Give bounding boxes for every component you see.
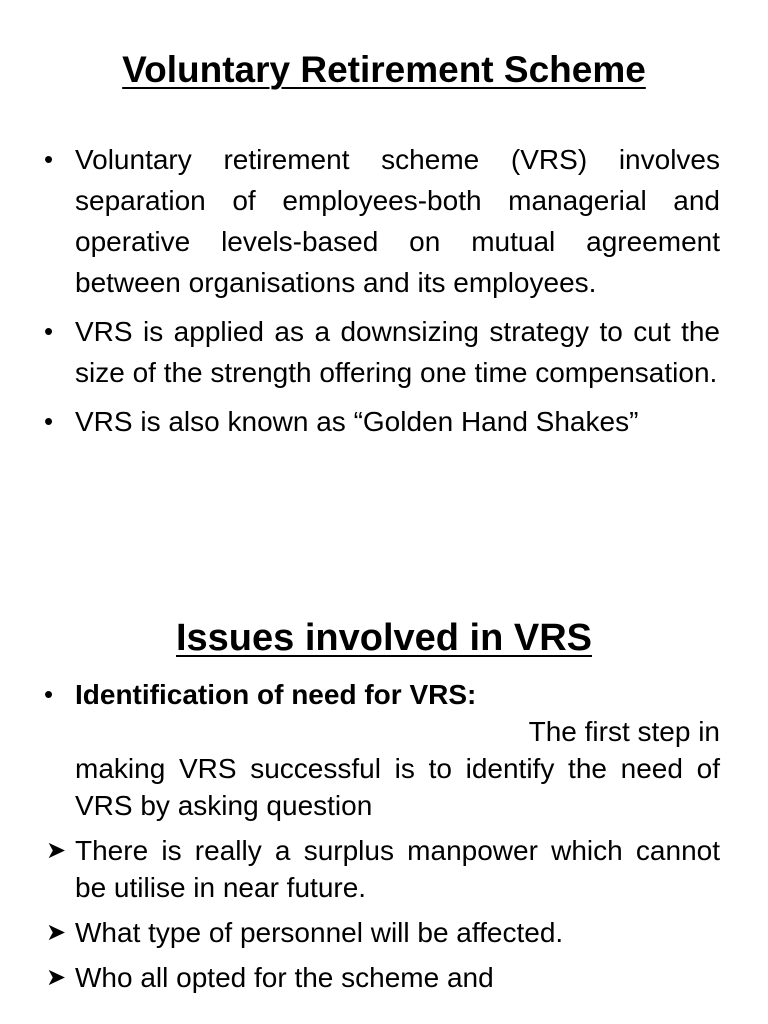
slide-title: Voluntary Retirement Scheme bbox=[122, 49, 646, 90]
bullet-list bbox=[44, 676, 720, 1004]
slide-title: Issues involved in VRS bbox=[175, 617, 593, 659]
bullet-dot-icon: • bbox=[44, 144, 54, 174]
list-item bbox=[44, 311, 720, 393]
bullet-list bbox=[44, 139, 720, 450]
list-item bbox=[44, 401, 720, 442]
intro-text: making VRS successful is to identify the need of VRS by asking question bbox=[75, 753, 720, 821]
question-item bbox=[0, 832, 720, 906]
bullet-heading: Identification of need for VRS: bbox=[75, 679, 477, 710]
list-item bbox=[44, 139, 720, 303]
arrow-bullet-icon: ➤ bbox=[46, 919, 67, 946]
arrow-bullet-icon: ➤ bbox=[46, 837, 67, 864]
question-text: Who all opted for the scheme and bbox=[75, 962, 494, 993]
question-item bbox=[0, 914, 720, 951]
bullet-text: Voluntary retirement scheme (VRS) involves separation of employees-both managerial and operative levels-based on mutual agreement between organisations and its employees. bbox=[75, 144, 720, 298]
question-item bbox=[0, 959, 720, 996]
bullet-text: VRS is applied as a downsizing strategy to cut the size of the strength offering one time compensation. bbox=[75, 316, 720, 388]
arrow-bullet-icon: ➤ bbox=[46, 964, 67, 991]
bullet-dot-icon: • bbox=[44, 679, 54, 709]
question-text: What type of personnel will be affected. bbox=[75, 917, 564, 948]
bullet-dot-icon: • bbox=[44, 316, 54, 346]
question-text: There is really a surplus manpower which cannot be utilise in near future. bbox=[75, 835, 720, 903]
bullet-text: VRS is also known as “Golden Hand Shakes” bbox=[75, 406, 639, 437]
bullet-dot-icon: • bbox=[44, 406, 54, 436]
slide-issues-involved-in-vrs bbox=[0, 600, 768, 1024]
list-item bbox=[44, 676, 720, 824]
intro-first-line: The first step in bbox=[528, 716, 720, 747]
